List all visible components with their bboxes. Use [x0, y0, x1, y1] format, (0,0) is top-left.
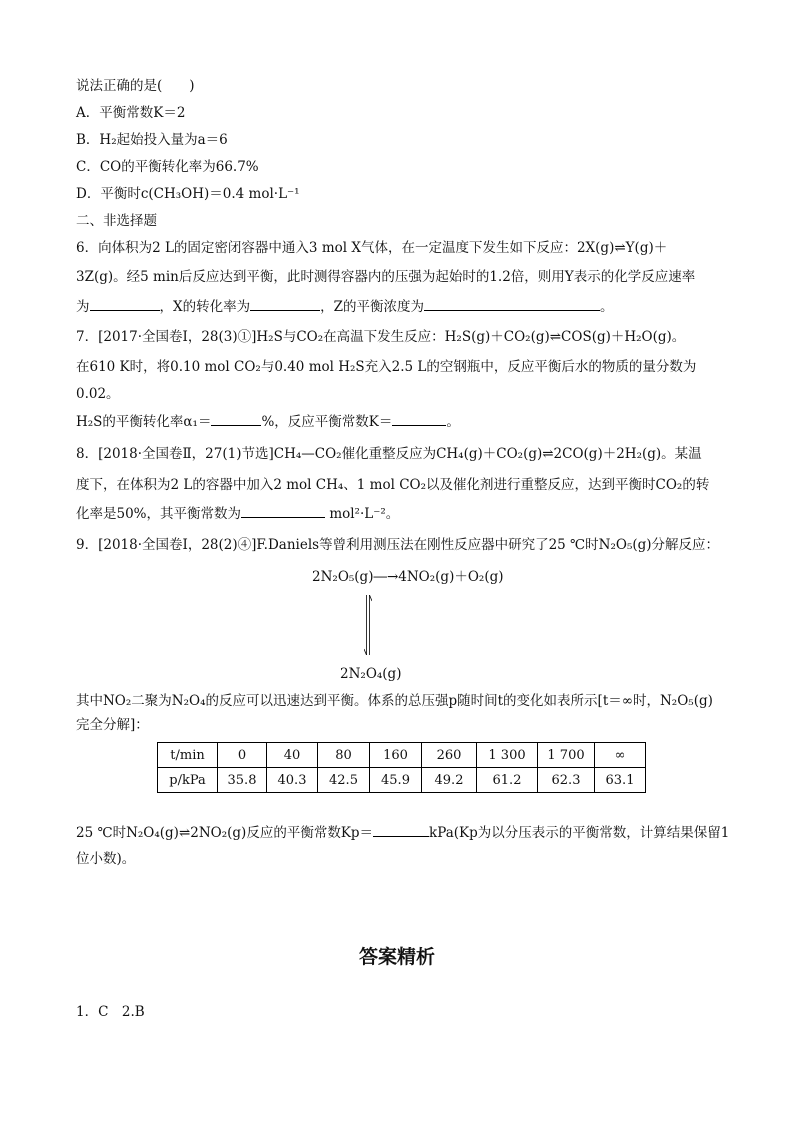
table-cell: 1 700 [538, 743, 595, 768]
table-cell: 35.8 [218, 768, 267, 793]
table-cell: 63.1 [595, 768, 646, 793]
answer-blank[interactable] [90, 296, 160, 311]
answer-blank[interactable] [241, 503, 325, 518]
table-cell: ∞ [595, 743, 646, 768]
answer-blank[interactable] [373, 822, 429, 837]
table-header-cell: t/min [158, 743, 218, 768]
q6-text-d: 。 [600, 299, 614, 315]
table-row [158, 768, 646, 793]
q5-option-c: C．CO的平衡转化率为66.7% [76, 159, 259, 175]
pressure-time-table [157, 742, 646, 793]
table-cell: 1 300 [477, 743, 538, 768]
table-cell: 49.2 [422, 768, 477, 793]
q9-line5: 位小数)。 [76, 851, 136, 867]
table-cell: 42.5 [318, 768, 370, 793]
q8-line3 [76, 503, 399, 524]
reaction-equation-bottom: 2N₂O₄(g) [340, 666, 402, 682]
q6-text-b: ，X的转化率为 [159, 299, 251, 315]
answer-line: 1．C 2.B [76, 1004, 145, 1020]
table-cell: 40.3 [267, 768, 318, 793]
answer-blank[interactable] [211, 411, 261, 426]
q9-line3: 完全分解]： [76, 717, 149, 733]
equilibrium-arrow-icon [364, 595, 372, 655]
q5-option-d: D．平衡时c(CH₃OH)＝0.4 mol·L⁻¹ [76, 186, 300, 202]
q9-line2: 其中NO₂二聚为N₂O₄的反应可以迅速达到平衡。体系的总压强p随时间t的变化如表所示[t＝∞时，N₂O₅(g) [76, 693, 713, 709]
q5-option-a: A．平衡常数K＝2 [76, 105, 186, 121]
q7-line3: 0.02。 [76, 386, 120, 402]
q6-text-a: 为 [76, 299, 90, 315]
q6-text-c: ，Z的平衡浓度为 [320, 299, 425, 315]
table-header-cell: p/kPa [158, 768, 218, 793]
answer-blank[interactable] [392, 411, 446, 426]
table-cell: 260 [422, 743, 477, 768]
q9-text-a: 25 ℃时N₂O₄(g)⇌2NO₂(g)反应的平衡常数Kp＝ [76, 825, 374, 841]
q7-line4 [76, 411, 460, 432]
q7-text-c: 。 [446, 414, 460, 430]
answer-blank[interactable] [424, 296, 600, 311]
q5-option-b: B．H₂起始投入量为a＝6 [76, 132, 228, 148]
q8-line1: 8．[2018·全国卷Ⅱ，27(1)节选]CH₄—CO₂催化重整反应为CH₄(g)＋CO₂(g)⇌2CO(g)＋2H₂(g)。某温 [76, 446, 702, 462]
table-cell: 160 [370, 743, 422, 768]
q6-line1: 6．向体积为2 L的固定密闭容器中通入3 mol X气体，在一定温度下发生如下反应：2X(g)⇌Y(g)＋ [76, 240, 668, 256]
q7-line2: 在610 K时，将0.10 mol CO₂与0.40 mol H₂S充入2.5 L的空钢瓶中，反应平衡后水的物质的量分数为 [76, 359, 697, 375]
answer-blank[interactable] [250, 296, 320, 311]
table-cell: 61.2 [477, 768, 538, 793]
q9-line1: 9．[2018·全国卷Ⅰ，28(2)④]F.Daniels等曾利用测压法在刚性反应器中研究了25 ℃时N₂O₅(g)分解反应： [76, 537, 720, 553]
q8-text-a: 化率是50%，其平衡常数为 [76, 506, 242, 522]
q8-line2: 度下，在体积为2 L的容器中加入2 mol CH₄、1 mol CO₂以及催化剂进行重整反应，达到平衡时CO₂的转 [76, 477, 710, 493]
q7-line1: 7．[2017·全国卷Ⅰ，28(3)①]H₂S与CO₂在高温下发生反应：H₂S(g)＋CO₂(g)⇌COS(g)＋H₂O(g)。 [76, 329, 686, 345]
table-row [158, 743, 646, 768]
q8-text-b: mol²·L⁻²。 [329, 506, 400, 522]
q9-line4 [76, 822, 729, 843]
table-cell: 0 [218, 743, 267, 768]
q7-text-a: H₂S的平衡转化率α₁＝ [76, 414, 212, 430]
table-cell: 45.9 [370, 768, 422, 793]
section-heading: 二、非选择题 [76, 213, 157, 229]
q6-line3 [76, 296, 614, 317]
reaction-equation-top: 2N₂O₅(g)―→4NO₂(g)＋O₂(g) [312, 569, 504, 585]
answer-section-title: 答案精析 [358, 946, 435, 968]
q5-stem: 说法正确的是( ) [76, 78, 195, 94]
table-cell: 40 [267, 743, 318, 768]
table-cell: 62.3 [538, 768, 595, 793]
table-cell: 80 [318, 743, 370, 768]
q9-text-b: kPa(Kp为以分压表示的平衡常数，计算结果保留1 [429, 825, 730, 841]
q7-text-b: %，反应平衡常数K＝ [261, 414, 393, 430]
q6-line2: 3Z(g)。经5 min后反应达到平衡，此时测得容器内的压强为起始时的1.2倍，则用Y表示的化学反应速率 [76, 269, 696, 285]
